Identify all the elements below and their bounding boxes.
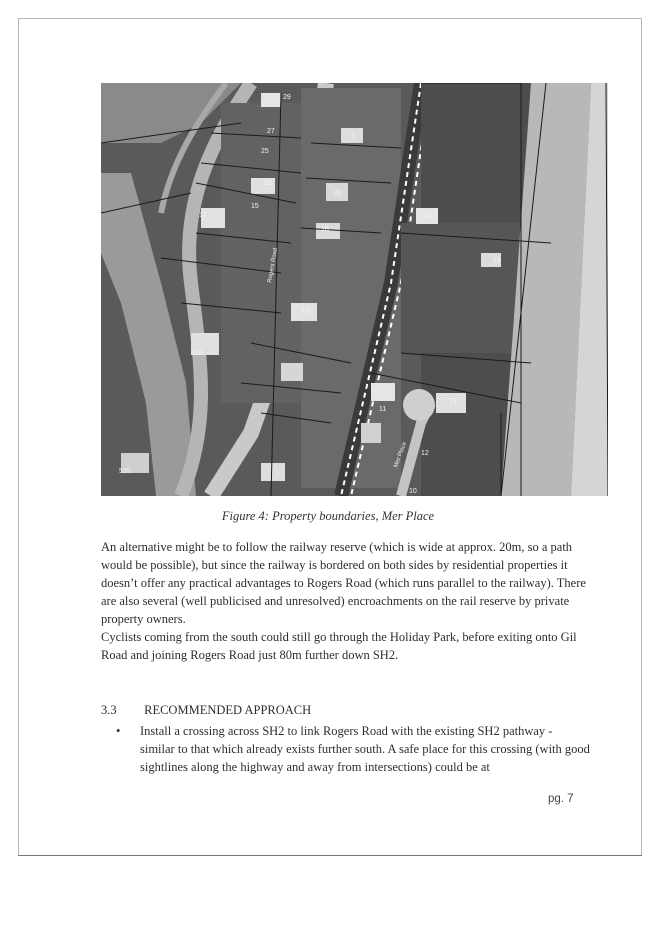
section-number: 3.3 — [101, 703, 117, 717]
svg-text:536: 536 — [191, 350, 203, 357]
svg-text:29: 29 — [283, 94, 291, 101]
bullet-text: Install a crossing across SH2 to link Rogers Road with the existing SH2 pathway - similar to that which already exists further south. A safe place for this crossing (with good sightlines along the highway and away from intersections) could be at — [140, 724, 590, 774]
svg-text:10: 10 — [409, 488, 417, 495]
section-heading — [101, 703, 311, 718]
bullet-marker: • — [116, 724, 121, 738]
page-number: pg. 7 — [548, 793, 574, 805]
body-paragraph-2: Cyclists coming from the south could still go through the Holiday Park, before exiting onto Gil Road and joining Rogers Road just 80m further down SH2. — [101, 630, 577, 662]
svg-text:19: 19 — [493, 258, 501, 265]
figure-caption: Figure 4: Property boundaries, Mer Place — [221, 509, 435, 523]
svg-text:13: 13 — [449, 398, 457, 405]
svg-text:5: 5 — [351, 133, 355, 140]
svg-text:12: 12 — [421, 450, 429, 457]
svg-text:27: 27 — [267, 128, 275, 135]
body-paragraph-1: An alternative might be to follow the railway reserve (which is wide at approx. 20m, so a path would be possible), but since the railway is bordered on both sides by residential properties it doesn’t offer any practical advantages to Rogers Road (which runs parallel to the railway). There are also several (well publicised and unresolved) encroachments on the rail reserve by private property owners. — [101, 540, 586, 626]
svg-text:18: 18 — [321, 226, 329, 233]
page-border-bottom — [18, 855, 642, 856]
page-border-top — [18, 18, 642, 19]
svg-text:21: 21 — [423, 212, 431, 219]
svg-text:12: 12 — [301, 308, 309, 315]
svg-text:23: 23 — [264, 180, 272, 187]
page-border-right — [641, 18, 642, 856]
svg-text:Rogers Road: Rogers Road — [267, 247, 280, 284]
svg-text:11: 11 — [379, 406, 387, 413]
aerial-map-figure — [101, 83, 608, 496]
aerial-photo — [101, 83, 608, 496]
svg-text:20: 20 — [334, 190, 342, 197]
svg-text:25: 25 — [261, 148, 269, 155]
svg-text:17: 17 — [199, 212, 207, 219]
section-title: RECOMMENDED APPROACH — [144, 703, 312, 717]
svg-text:535: 535 — [119, 468, 131, 475]
svg-text:15: 15 — [251, 203, 259, 210]
svg-text:Mer Place: Mer Place — [393, 441, 409, 469]
page-border-left — [18, 18, 19, 856]
